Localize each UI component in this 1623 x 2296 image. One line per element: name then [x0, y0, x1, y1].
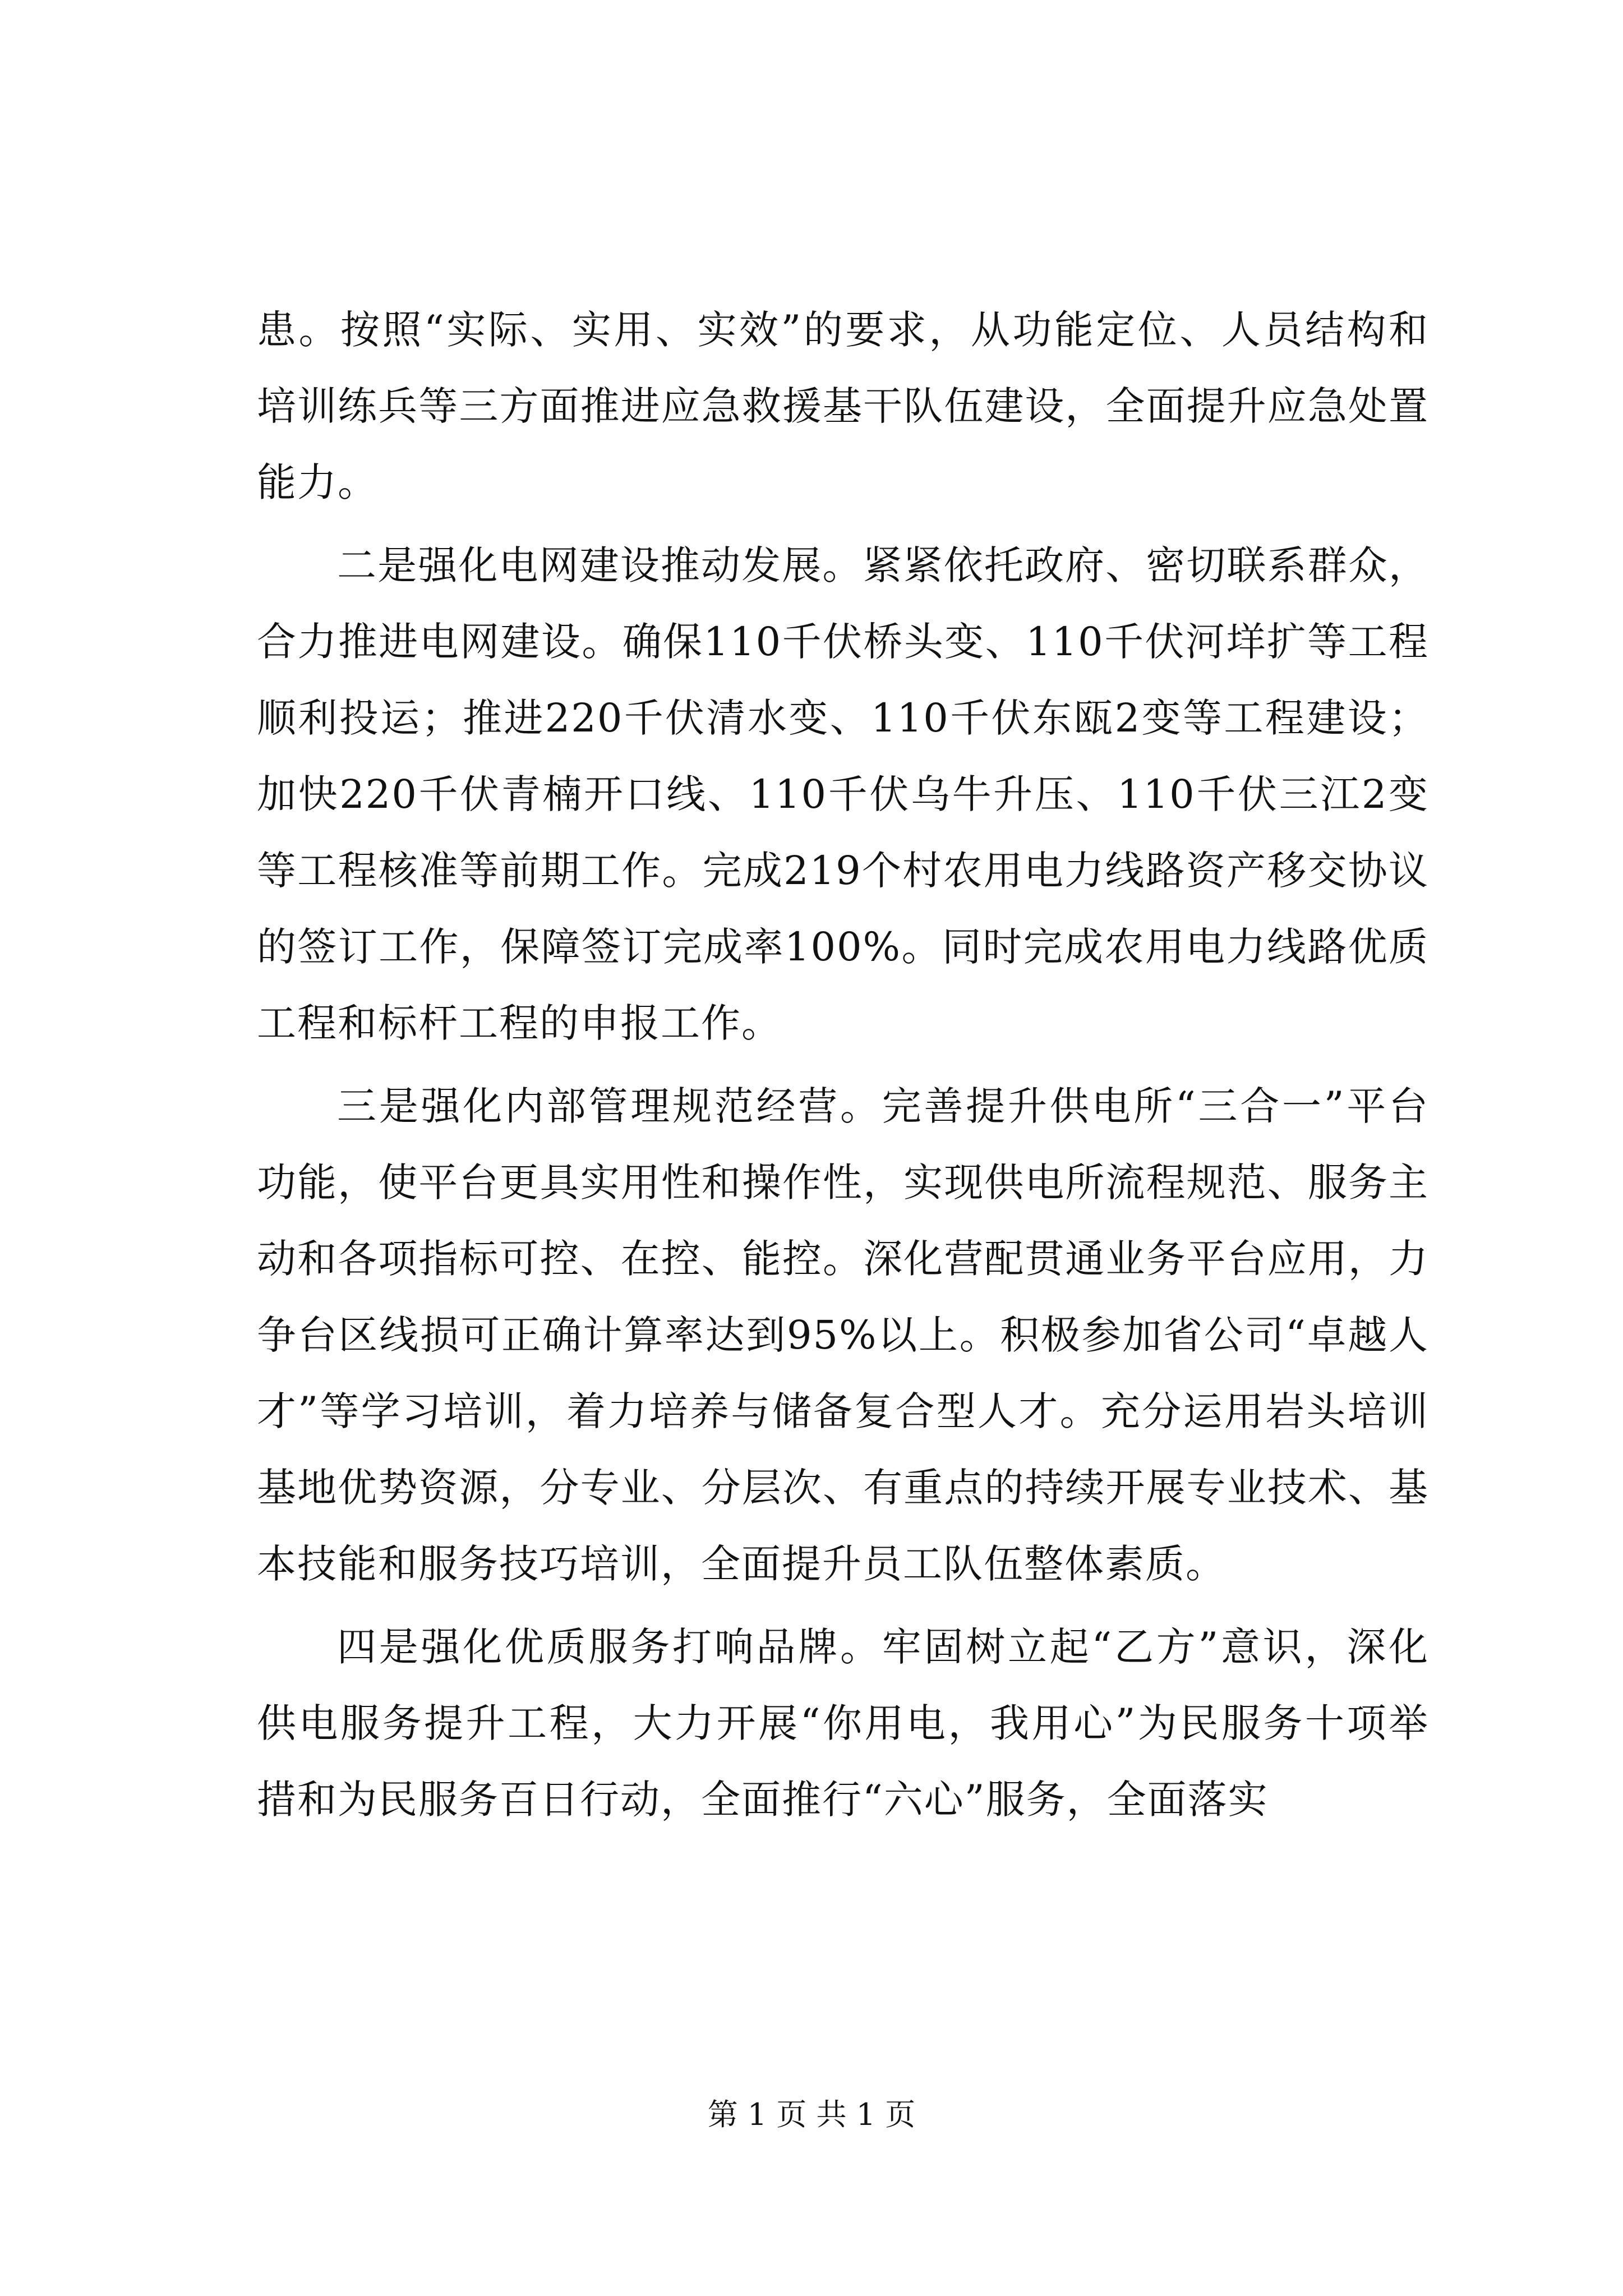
paragraph-internal-management: 三是强化内部管理规范经营。完善提升供电所“三合一”平台功能，使平台更具实用性和操作性，实现供电所流程规范、服务主动和各项指标可控、在控、能控。深化营配贯通业务平台应用，力争台区线损可正确计算率达到95%以上。积极参加省公司“卓越人才”等学习培训，着力培养与储备复合型人才。充分运用岩头培训基地优势资源，分专业、分层次、有重点的持续开展专业技术、基本技能和服务技巧培训，全面提升员工队伍整体素质。: [257, 1083, 1429, 1587]
paragraph-continuation: 患。按照“实际、实用、实效”的要求，从功能定位、人员结构和培训练兵等三方面推进应急救援基干队伍建设，全面提升应急处置能力。: [257, 307, 1429, 505]
paragraph-quality-service: 四是强化优质服务打响品牌。牢固树立起“乙方”意识，深化供电服务提升工程，大力开展“你用电，我用心”为民服务十项举措和为民服务百日行动，全面推行“六心”服务，全面落实: [257, 1624, 1429, 1823]
paragraph-grid-construction: 二是强化电网建设推动发展。紧紧依托政府、密切联系群众，合力推进电网建设。确保110千伏桥头变、110千伏河垟扩等工程顺利投运；推进220千伏清水变、110千伏东瓯2变等工程建设；加快220千伏青楠开口线、110千伏乌牛升压、110千伏三江2变等工程核准等前期工作。完成219个村农用电力线路资产移交协议的签订工作，保障签订完成率100%。同时完成农用电力线路优质工程和标杆工程的申报工作。: [257, 542, 1429, 1046]
page-footer: 第 1 页 共 1 页: [707, 2097, 916, 2132]
document-body: [257, 292, 1429, 1844]
